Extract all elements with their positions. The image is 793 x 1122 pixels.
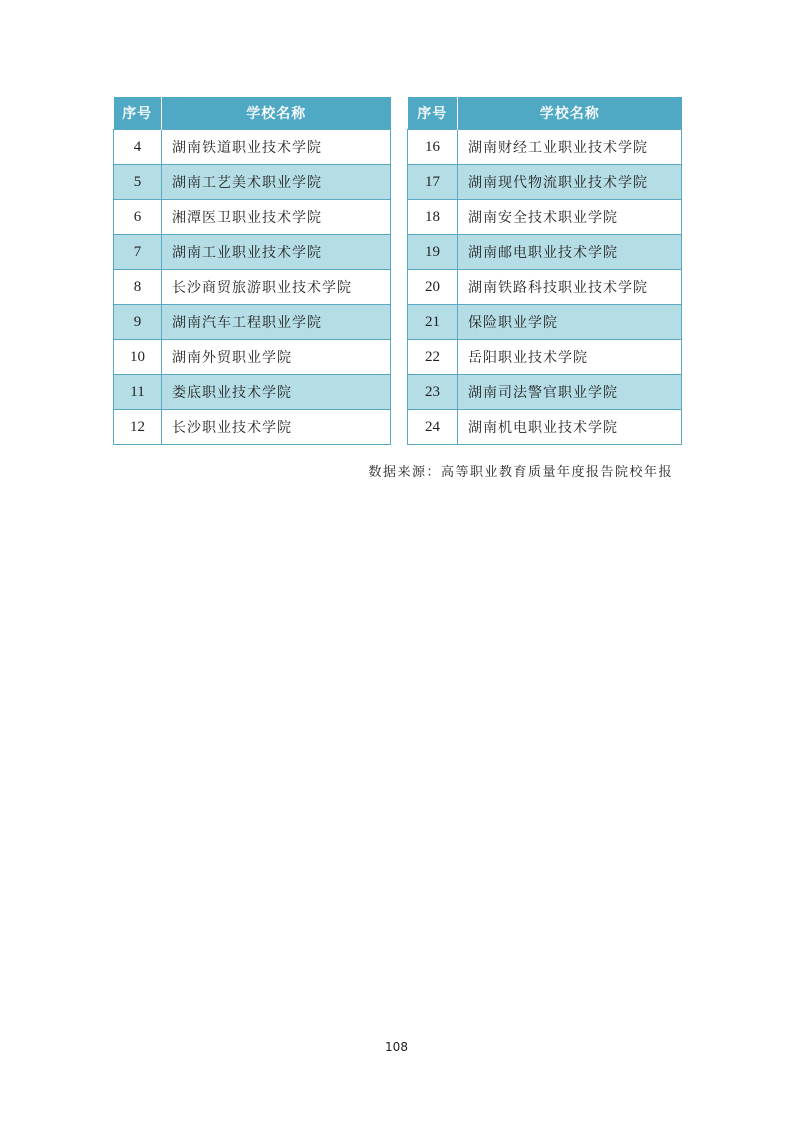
table-row bbox=[114, 235, 391, 270]
header-num: 序号 bbox=[114, 97, 162, 130]
table-row bbox=[114, 165, 391, 200]
row-number: 4 bbox=[114, 130, 162, 165]
school-name: 湖南汽车工程职业学院 bbox=[162, 305, 391, 340]
table-row bbox=[114, 305, 391, 340]
row-number: 7 bbox=[114, 235, 162, 270]
table-row bbox=[408, 165, 682, 200]
table-row bbox=[408, 130, 682, 165]
row-number: 11 bbox=[114, 375, 162, 410]
school-name: 岳阳职业技术学院 bbox=[458, 340, 682, 375]
school-name: 娄底职业技术学院 bbox=[162, 375, 391, 410]
table-row bbox=[114, 410, 391, 445]
row-number: 21 bbox=[408, 305, 458, 340]
header-num: 序号 bbox=[408, 97, 458, 130]
row-number: 8 bbox=[114, 270, 162, 305]
school-name: 湖南财经工业职业技术学院 bbox=[458, 130, 682, 165]
table-row bbox=[114, 375, 391, 410]
school-name: 湖南外贸职业学院 bbox=[162, 340, 391, 375]
school-name: 保险职业学院 bbox=[458, 305, 682, 340]
page-number: 108 bbox=[385, 1040, 408, 1054]
table-body-left bbox=[114, 130, 391, 445]
table-row bbox=[114, 270, 391, 305]
table-row bbox=[114, 340, 391, 375]
table-row bbox=[408, 235, 682, 270]
school-name: 湖南工业职业技术学院 bbox=[162, 235, 391, 270]
row-number: 19 bbox=[408, 235, 458, 270]
table-row bbox=[408, 410, 682, 445]
row-number: 23 bbox=[408, 375, 458, 410]
row-number: 16 bbox=[408, 130, 458, 165]
table-header-row bbox=[408, 97, 682, 130]
row-number: 9 bbox=[114, 305, 162, 340]
table-row bbox=[408, 375, 682, 410]
table-body-right bbox=[408, 130, 682, 445]
table-header-row bbox=[114, 97, 391, 130]
row-number: 22 bbox=[408, 340, 458, 375]
school-name: 湖南铁路科技职业技术学院 bbox=[458, 270, 682, 305]
school-name: 湖南安全技术职业学院 bbox=[458, 200, 682, 235]
data-source-note: 数据来源：高等职业教育质量年度报告院校年报 bbox=[368, 465, 673, 480]
header-name: 学校名称 bbox=[458, 97, 682, 130]
school-name: 湖南机电职业技术学院 bbox=[458, 410, 682, 445]
row-number: 6 bbox=[114, 200, 162, 235]
school-tables bbox=[113, 97, 682, 452]
row-number: 5 bbox=[114, 165, 162, 200]
row-number: 12 bbox=[114, 410, 162, 445]
row-number: 24 bbox=[408, 410, 458, 445]
table-row bbox=[114, 200, 391, 235]
school-name: 湖南现代物流职业技术学院 bbox=[458, 165, 682, 200]
school-table-left bbox=[113, 97, 391, 445]
header-name: 学校名称 bbox=[162, 97, 391, 130]
school-table-right bbox=[407, 97, 682, 445]
row-number: 10 bbox=[114, 340, 162, 375]
row-number: 18 bbox=[408, 200, 458, 235]
school-name: 湘潭医卫职业技术学院 bbox=[162, 200, 391, 235]
school-name: 湖南工艺美术职业学院 bbox=[162, 165, 391, 200]
table-row bbox=[408, 340, 682, 375]
school-name: 湖南司法警官职业学院 bbox=[458, 375, 682, 410]
row-number: 20 bbox=[408, 270, 458, 305]
table-row bbox=[408, 305, 682, 340]
row-number: 17 bbox=[408, 165, 458, 200]
table-row bbox=[114, 130, 391, 165]
table-row bbox=[408, 270, 682, 305]
school-name: 湖南铁道职业技术学院 bbox=[162, 130, 391, 165]
school-name: 长沙商贸旅游职业技术学院 bbox=[162, 270, 391, 305]
school-name: 湖南邮电职业技术学院 bbox=[458, 235, 682, 270]
table-row bbox=[408, 200, 682, 235]
school-name: 长沙职业技术学院 bbox=[162, 410, 391, 445]
